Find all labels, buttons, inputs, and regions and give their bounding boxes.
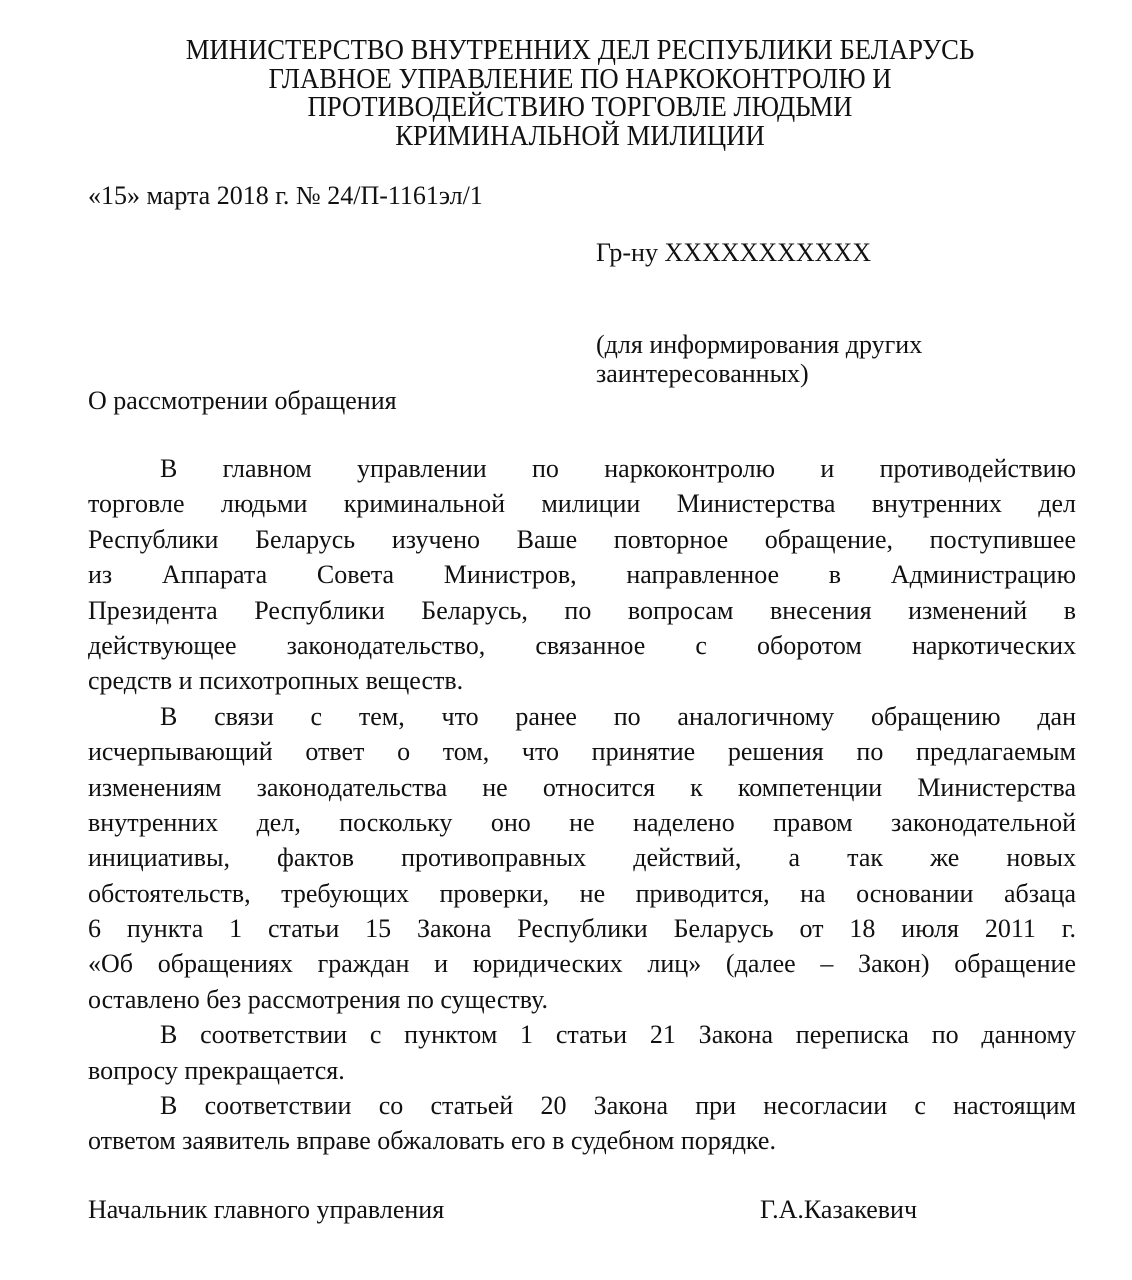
body-line: Республики Беларусь изучено Ваше повторное обращение, поступившее: [88, 524, 1076, 554]
letterhead-line: ПРОТИВОДЕЙСТВИЮ ТОРГОВЛЕ ЛЮДЬМИ: [307, 91, 853, 123]
body-line: оставлено без рассмотрения по существу.: [88, 984, 549, 1014]
addressee: Гр-ну ХХХХХХХХХХХ: [596, 238, 872, 267]
note-line: заинтересованных): [596, 359, 809, 388]
body-line: инициативы, фактов противоправных действий, а так же новых: [88, 843, 1076, 873]
date-number: «15» марта 2018 г. № 24/П-1161эл/1: [88, 181, 483, 210]
body-line: ответом заявитель вправе обжаловать его в судебном порядке.: [88, 1126, 776, 1156]
note-line: (для информирования других: [596, 330, 923, 359]
letterhead: [46, 36, 1113, 150]
letterhead-line: КРИМИНАЛЬНОЙ МИЛИЦИИ: [395, 119, 765, 152]
signature-position: Начальник главного управления: [88, 1195, 445, 1224]
body-line: действующее законодательство, связанное с оборотом наркотических: [88, 630, 1076, 660]
letterhead-line: ГЛАВНОЕ УПРАВЛЕНИЕ ПО НАРКОКОНТРОЛЮ И: [268, 62, 892, 95]
body-line: вопросу прекращается.: [88, 1055, 345, 1085]
body-line: из Аппарата Совета Министров, направленное в Администрацию: [88, 560, 1076, 590]
body-line: «Об обращениях граждан и юридических лиц» (далее – Закон) обращение: [88, 949, 1076, 979]
body-line: В главном управлении по наркоконтролю и противодействию: [160, 454, 1076, 483]
body-line: исчерпывающий ответ о том, что принятие решения по предлагаемым: [88, 737, 1076, 767]
body-line: Президента Республики Беларусь, по вопросам внесения изменений в: [88, 595, 1076, 625]
signature-name: Г.А.Казакевич: [760, 1195, 918, 1224]
body-line: В связи с тем, что ранее по аналогичному обращению дан: [160, 701, 1076, 731]
body-line: В соответствии с пунктом 1 статьи 21 Закона переписка по данному: [160, 1020, 1076, 1050]
body-line: торговле людьми криминальной милиции Министерства внутренних дел: [88, 489, 1076, 519]
body-line: средств и психотропных веществ.: [88, 666, 464, 696]
letterhead-line: МИНИСТЕРСТВО ВНУТРЕННИХ ДЕЛ РЕСПУБЛИКИ БЕЛАРУСЬ: [185, 34, 975, 66]
letter-body: [88, 451, 1076, 1159]
body-line: обстоятельств, требующих проверки, не приводится, на основании абзаца: [88, 878, 1076, 908]
body-line: изменениям законодательства не относится к компетенции Министерства: [88, 772, 1076, 802]
body-line: внутренних дел, поскольку оно не наделено правом законодательной: [88, 807, 1076, 837]
body-line: В соответствии со статьей 20 Закона при несогласии с настоящим: [160, 1091, 1076, 1121]
subject: О рассмотрении обращения: [88, 386, 397, 415]
addressee-note: [596, 330, 922, 388]
body-line: 6 пункта 1 статьи 15 Закона Республики Беларусь от 18 июля 2011 г.: [88, 914, 1076, 944]
